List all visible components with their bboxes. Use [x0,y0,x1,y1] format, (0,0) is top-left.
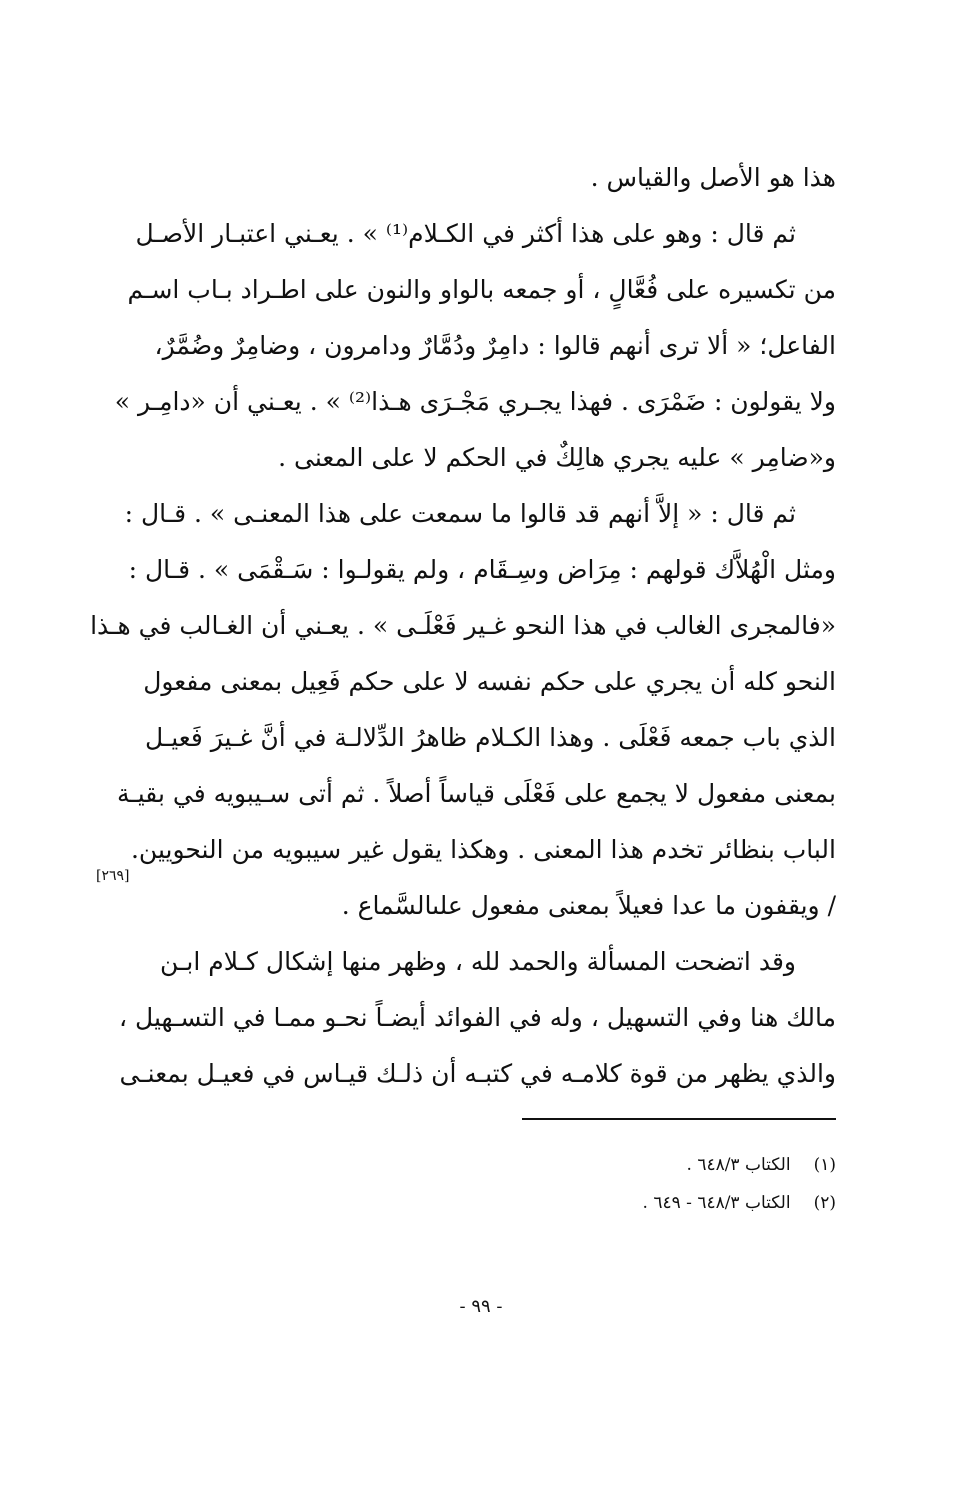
footnote-text: الكتاب ٦٤٨/٣ - ٦٤٩ . [642,1193,791,1213]
text-line: ومثل الْهُلاَّك قولهم : مِرَاض وسِـقَام ، ولم يقولـوا : سَـقْمَى » . قـال : [128,555,836,584]
text-line: ثم قال : « إلاَّ أنهم قد قالوا ما سمعت على هذا المعنـى » . قـال : [124,499,796,528]
footnote-item [480,1146,836,1184]
text-line: من تكسيره على فُعَّالٍ ، أو جمعه بالواو والنون على اطـراد بـاب اسـم [127,275,836,304]
text-line: الفاعل؛ « ألا ترى أنهم قالوا : دامِرٌ ودُمَّارٌ ودامرون ، وضامِرٌ وضُمَّرٌ، [154,331,836,360]
text-line: وقد اتضحت المسألة والحمد لله ، وظهر منها إشكال كـلام ابـن [160,947,796,976]
text-line: الباب بنظائر تخدم هذا المعنى . وهكذا يقول غير سيبويه من النحويين. [130,835,836,864]
footnote-number: (٢) [813,1193,836,1213]
margin-page-marker: [٢٦٩] [96,868,130,884]
text-line: بمعنى مفعول لا يجمع على فَعْلَى قياساً أصلاً . ثم أتى سـيبويه في بقيـة [117,779,836,808]
text-line: ثم قال : وهو على هذا أكثر في الكـلام⁽¹⁾ » . يعـني اعتبـار الأصـل [135,219,796,248]
text-line: هذا هو الأصل والقياس . [590,163,836,192]
text-line: ولا يقولون : ضَمْرَى . فهذا يجـري مَجْـرَى هـذا⁽²⁾ » . يعـني أن «دامِـر » [114,387,836,416]
text-line: / ويقفون ما عدا فعيلاً بمعنى مفعول علىالسَّماع . [341,891,836,920]
footnotes [480,1146,836,1222]
footnote-number: (١) [813,1155,836,1175]
text-line: و«ضامِر » عليه يجري هالِكٌ في الحكم لا على المعنى . [278,443,836,472]
text-line: الذي باب جمعه فَعْلَى . وهذا الكـلام ظاهرُ الدِّلالـة في أنَّ غـيرَ فَعيـل [144,723,836,752]
text-line: «فالمجرى الغالب في هذا النحو غـير فَعْلَـى » . يعـني أن الغـالب في هـذا [90,611,836,640]
text-line: النحو كله أن يجري على حكم نفسه لا على حكم فَعِيل بمعنى مفعول [143,667,836,696]
text-line: والذي يظهر من قوة كلامـه في كتبـه أن ذلـك قيـاس في فعيـل بمعنـى [119,1059,836,1088]
text-line: مالك هنا وفي التسهيل ، وله في الفوائد أيضـاً نحـو ممـا في التسـهيل ، [119,1003,836,1032]
footnote-text: الكتاب ٦٤٨/٣ . [686,1155,791,1175]
page-number: - ٩٩ - [459,1296,503,1317]
footnote-divider [522,1118,836,1120]
footnote-item [480,1184,836,1222]
